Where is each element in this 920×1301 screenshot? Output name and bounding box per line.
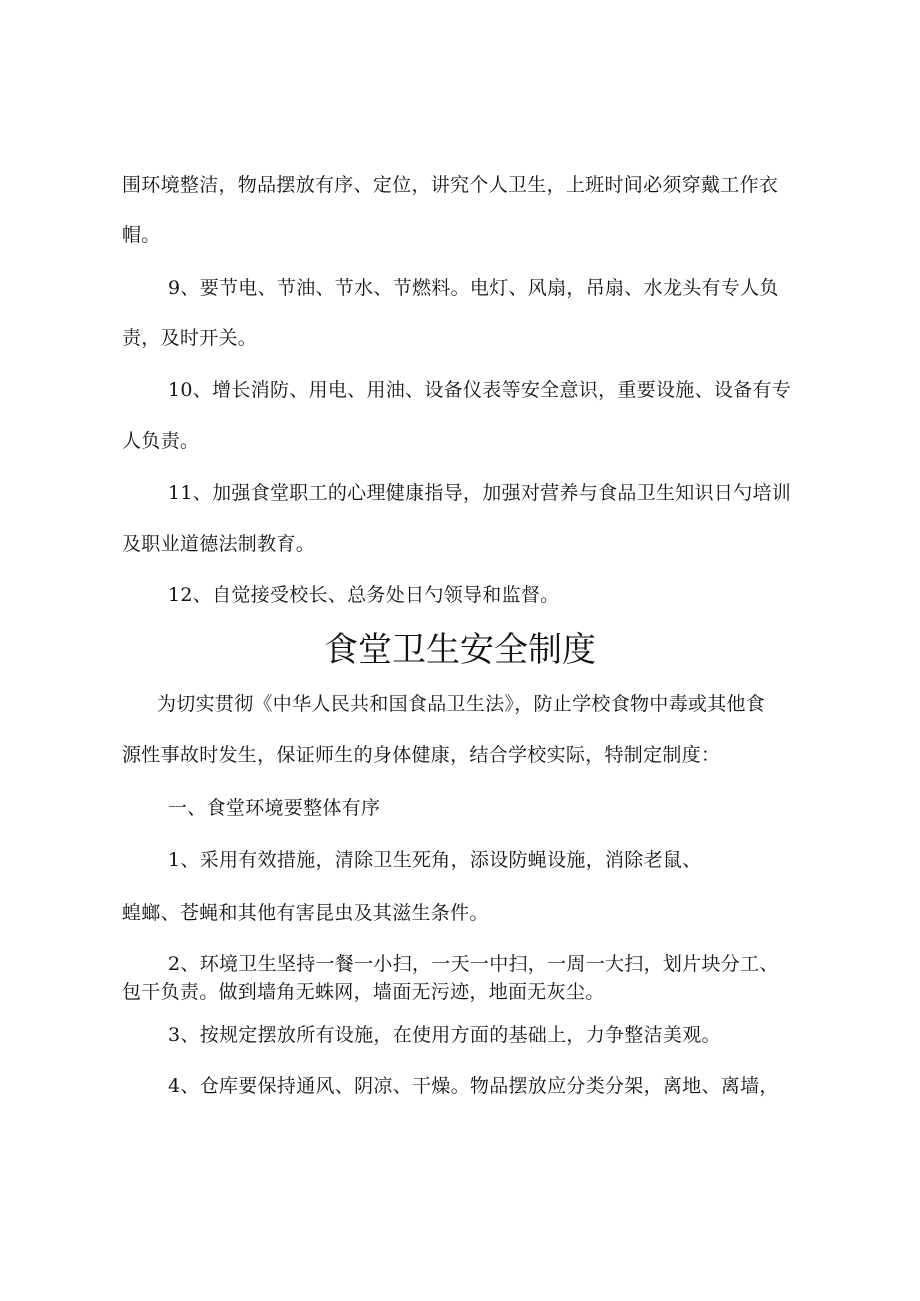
paragraph-line: 11、加强食堂职工的心理健康指导，加强对营养与食品卫生知识日勺培训 <box>168 482 792 504</box>
paragraph-line: 2、环境卫生坚持一餐一小扫，一天一中扫，一周一大扫，划片块分工、 <box>168 953 779 975</box>
paragraph-line: 9、要节电、节油、节水、节燃料。电灯、风扇，吊扇、水龙头有专人负 <box>168 277 779 299</box>
paragraph-line: 帽。 <box>122 224 161 246</box>
section-title: 食堂卫生安全制度 <box>324 630 596 670</box>
paragraph-line: 围环境整洁，物品摆放有序、定位，讲究个人卫生，上班时间必须穿戴工作衣 <box>122 174 779 196</box>
paragraph-line: 4、仓库要保持通风、阴凉、干燥。物品摆放应分类分架，离地、离墙， <box>168 1075 779 1097</box>
paragraph-line: 1、采用有效措施，清除卫生死角，添设防蝇设施，消除老鼠、 <box>168 849 702 871</box>
paragraph-line: 为切实贯彻《中华人民共和国食品卫生法》，防止学校食物中毒或其他食 <box>157 693 766 715</box>
paragraph-line: 蝗螂、苍蝇和其他有害昆虫及其滋生条件。 <box>122 902 489 924</box>
paragraph-line: 12、自觉接受校长、总务处日勺领导和监督。 <box>168 584 560 606</box>
paragraph-line: 责，及时开关。 <box>122 327 258 349</box>
paragraph-line: 人负责。 <box>122 430 200 452</box>
paragraph-line: 及职业道德法制教育。 <box>122 533 316 555</box>
paragraph-line: 3、按规定摆放所有设施，在使用方面的基础上，力争整洁美观。 <box>168 1024 721 1046</box>
section-heading: 一、食堂环境要整体有序 <box>168 797 381 819</box>
paragraph-line: 包干负责。做到墙角无蛛网，墙面无污迹，地面无灰尘。 <box>122 981 605 1003</box>
paragraph-line: 10、增长消防、用电、用油、设备仪表等安全意识，重要设施、设备有专 <box>168 379 792 401</box>
paragraph-line: 源性事故时发生，保证师生的身体健康，结合学校实际，特制定制度： <box>122 744 721 766</box>
